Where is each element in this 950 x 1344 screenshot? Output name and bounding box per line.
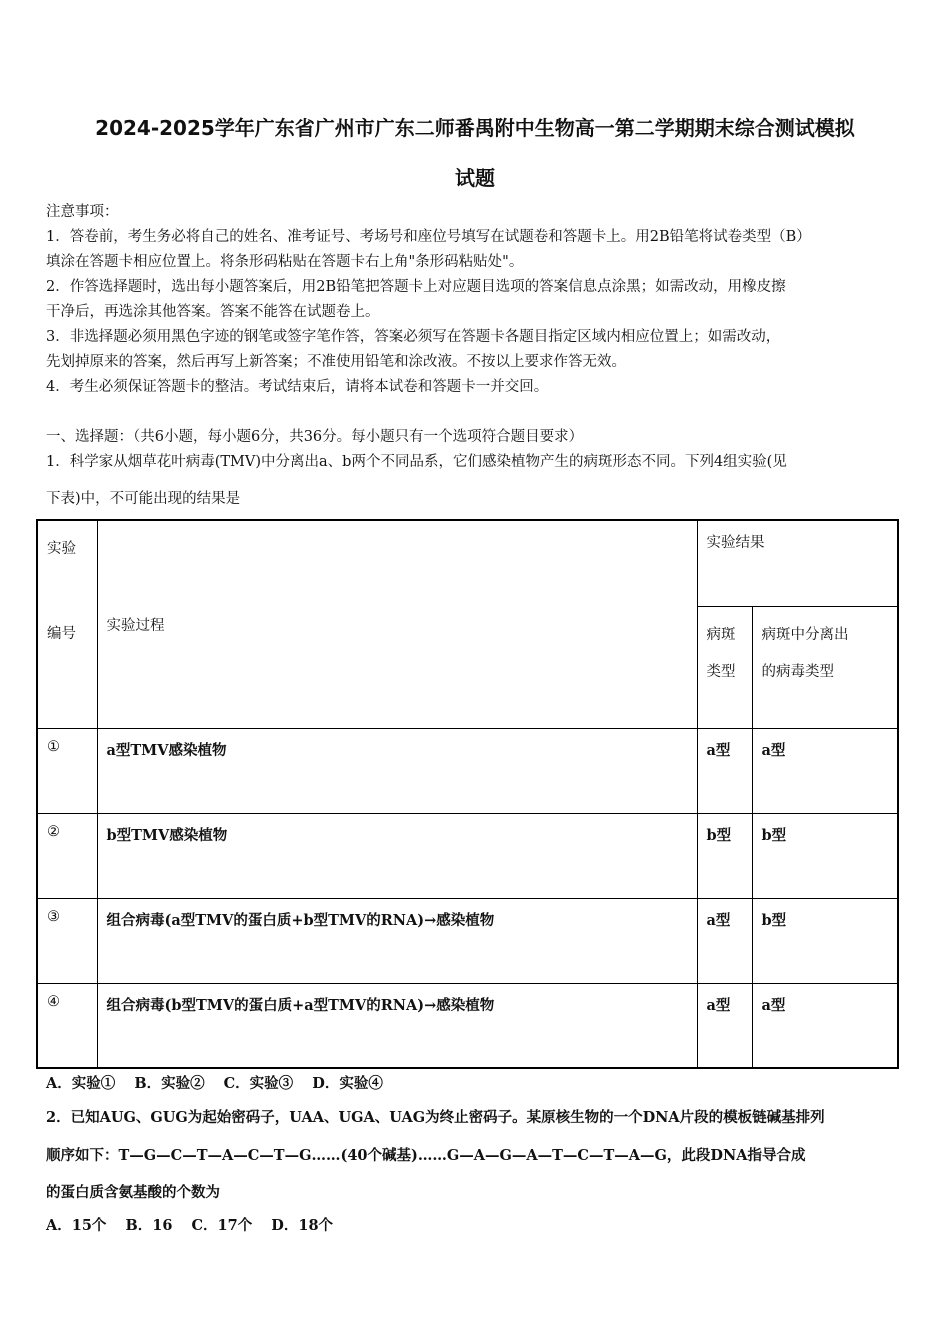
option-c[interactable]: C．实验③ [223,1075,294,1092]
row-spot-type: b型 [697,813,752,898]
header-label: 类型 [706,663,736,680]
question-2-text: 的蛋白质含氨基酸的个数为 [46,1184,220,1201]
row-process: 组合病毒(b型TMV的蛋白质+a型TMV的RNA)→感染植物 [97,983,697,1068]
notice-line: 3．非选择题必须用黑色字迹的钢笔或签字笔作答，答案必须写在答题卡各题目指定区域内相应位置上；如需改动， [46,329,781,345]
option-a[interactable]: A．15个 [46,1217,107,1234]
header-experiment-number [37,520,97,728]
page-title: 2024-2025学年广东省广州市广东二师番禺附中生物高一第二学期期末综合测试模拟 [95,116,855,140]
header-label: 编号 [47,626,76,642]
table-row [37,813,898,898]
notice-line: 先划掉原来的答案，然后再写上新答案；不准使用铅笔和涂改液。不按以上要求作答无效。 [46,354,626,370]
option-a[interactable]: A．实验① [46,1075,116,1092]
section-heading: 一、选择题：（共6小题，每小题6分，共36分。每小题只有一个选项符合题目要求） [46,429,584,445]
experiment-table [36,519,899,1069]
notice-line: 4．考生必须保证答题卡的整洁。考试结束后，请将本试卷和答题卡一并交回。 [46,379,549,395]
row-spot-type: a型 [697,728,752,813]
option-d[interactable]: D．18个 [271,1217,334,1234]
row-process: b型TMV感染植物 [97,813,697,898]
question-2-text: 2．已知AUG、GUG为起始密码子，UAA、UGA、UAG为终止密码子。某原核生物的一个DNA片段的模板链碱基排列 [46,1109,825,1126]
header-label: 的病毒类型 [761,663,834,680]
header-process: 实验过程 [97,520,697,728]
question-2-options [46,1216,912,1236]
notice-line: 2．作答选择题时，选出每小题答案后，用2B铅笔把答题卡上对应题目选项的答案信息点涂黑；如需改动，用橡皮擦 [46,279,786,295]
row-virus-type: b型 [752,898,898,983]
row-virus-type: a型 [752,983,898,1068]
row-virus-type: a型 [752,728,898,813]
table-row [37,898,898,983]
header-label: 病斑中分离出 [761,626,849,643]
header-label: 实验 [47,541,76,557]
option-d[interactable]: D．实验④ [312,1075,383,1092]
row-number: ① [37,728,97,813]
header-spot-type [697,606,752,728]
row-process: a型TMV感染植物 [97,728,697,813]
row-spot-type: a型 [697,898,752,983]
notice-line: 干净后，再选涂其他答案。答案不能答在试题卷上。 [46,304,380,320]
row-process: 组合病毒(a型TMV的蛋白质+b型TMV的RNA)→感染植物 [97,898,697,983]
header-result: 实验结果 [697,520,898,606]
page-title-continued: 试题 [455,166,495,190]
header-virus-type [752,606,898,728]
table-row [37,728,898,813]
option-b[interactable]: B．16 [125,1217,173,1234]
notice-heading: 注意事项： [46,204,119,220]
notice-line: 1．答卷前，考生务必将自己的姓名、准考证号、考场号和座位号填写在试题卷和答题卡上。用2B铅笔将试卷类型（B） [46,229,811,245]
row-number: ④ [37,983,97,1068]
question-1-text: 下表)中，不可能出现的结果是 [46,491,241,507]
option-b[interactable]: B．实验② [134,1075,205,1092]
question-1-options [46,1074,912,1094]
option-c[interactable]: C．17个 [191,1217,253,1234]
table-row [37,983,898,1068]
question-1-text: 1．科学家从烟草花叶病毒(TMV)中分离出a、b两个不同品系，它们感染植物产生的病斑形态不同。下列4组实验(见 [46,454,787,470]
row-number: ② [37,813,97,898]
question-2-text: 顺序如下：T—G—C—T—A—C—T—G……(40个碱基)……G—A—G—A—T—C—T—A—G，此段DNA指导合成 [46,1147,806,1164]
row-spot-type: a型 [697,983,752,1068]
header-label: 病斑 [706,626,736,643]
row-virus-type: b型 [752,813,898,898]
row-number: ③ [37,898,97,983]
notice-line: 填涂在答题卡相应位置上。将条形码粘贴在答题卡右上角"条形码粘贴处"。 [46,254,524,270]
